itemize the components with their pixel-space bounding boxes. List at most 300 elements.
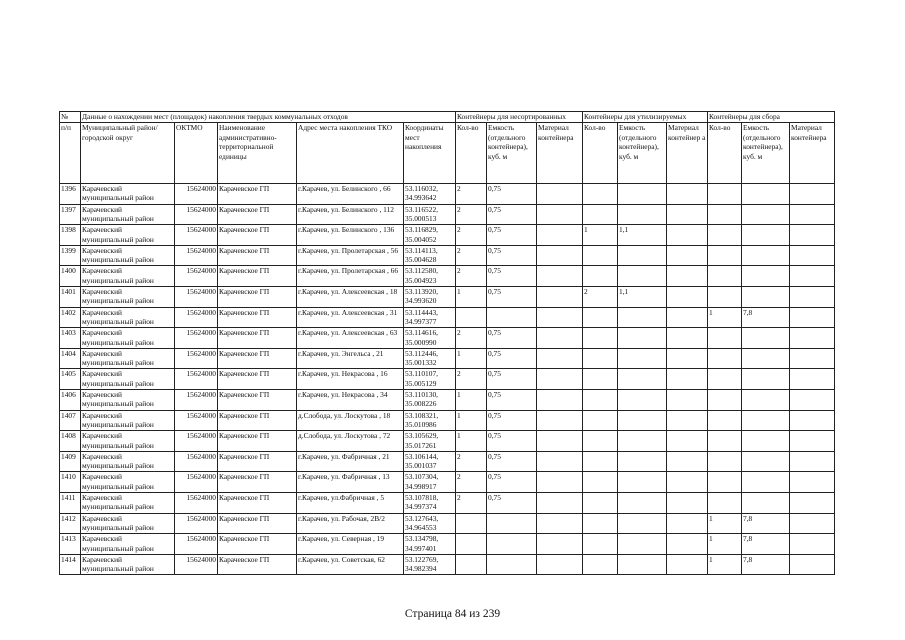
row-number: 1405	[60, 369, 81, 390]
collect-count-cell: 1	[708, 554, 742, 575]
recycle-count-cell: 1	[583, 225, 618, 246]
district-cell: Карачевский муниципальный район	[81, 369, 175, 390]
row-number: 1408	[60, 431, 81, 452]
oktmo-cell: 15624000	[175, 451, 218, 472]
recycle-capacity-cell	[618, 410, 667, 431]
unsorted-capacity-cell: 0,75	[487, 492, 537, 513]
collect-count-cell: 1	[708, 307, 742, 328]
oktmo-cell: 15624000	[175, 472, 218, 493]
unsorted-count-cell	[456, 534, 487, 555]
header-unsorted-count: Кол-во	[456, 123, 487, 184]
collect-material-cell	[790, 204, 835, 225]
admin-unit-cell: Карачевское ГП	[218, 328, 297, 349]
header-row-groups	[60, 112, 835, 123]
table-row	[60, 348, 835, 369]
unsorted-material-cell	[537, 348, 583, 369]
row-number: 1402	[60, 307, 81, 328]
recycle-material-cell	[667, 225, 708, 246]
oktmo-cell: 15624000	[175, 431, 218, 452]
document-sheet	[59, 111, 835, 575]
collect-capacity-cell	[742, 286, 790, 307]
coords-cell: 53.106144, 35.001037	[404, 451, 456, 472]
coords-cell: 53.116522, 35.000513	[404, 204, 456, 225]
oktmo-cell: 15624000	[175, 184, 218, 205]
oktmo-cell: 15624000	[175, 513, 218, 534]
recycle-material-cell	[667, 492, 708, 513]
row-number: 1407	[60, 410, 81, 431]
address-cell: г.Карачев, ул. Алексеевская , 31	[297, 307, 404, 328]
address-cell: г.Карачев, ул. Белинского , 136	[297, 225, 404, 246]
admin-unit-cell: Карачевское ГП	[218, 307, 297, 328]
collect-count-cell	[708, 348, 742, 369]
collect-capacity-cell: 7,8	[742, 534, 790, 555]
unsorted-count-cell: 2	[456, 451, 487, 472]
table-row	[60, 369, 835, 390]
recycle-material-cell	[667, 513, 708, 534]
collect-capacity-cell	[742, 245, 790, 266]
recycle-capacity-cell: 1,1	[618, 225, 667, 246]
recycle-count-cell: 2	[583, 286, 618, 307]
admin-unit-cell: Карачевское ГП	[218, 554, 297, 575]
collect-count-cell	[708, 204, 742, 225]
oktmo-cell: 15624000	[175, 534, 218, 555]
admin-unit-cell: Карачевское ГП	[218, 245, 297, 266]
recycle-count-cell	[583, 307, 618, 328]
collect-count-cell	[708, 225, 742, 246]
unsorted-capacity-cell: 0,75	[487, 369, 537, 390]
header-collect-capacity: Емкость (отдельного контейнера), куб. м	[742, 123, 790, 184]
coords-cell: 53.107304, 34.998917	[404, 472, 456, 493]
admin-unit-cell: Карачевское ГП	[218, 410, 297, 431]
header-no: №	[60, 112, 81, 123]
collect-capacity-cell: 7,8	[742, 513, 790, 534]
oktmo-cell: 15624000	[175, 245, 218, 266]
unsorted-capacity-cell: 0,75	[487, 328, 537, 349]
admin-unit-cell: Карачевское ГП	[218, 431, 297, 452]
coords-cell: 53.105629, 35.017261	[404, 431, 456, 452]
district-cell: Карачевский муниципальный район	[81, 554, 175, 575]
recycle-count-cell	[583, 266, 618, 287]
district-cell: Карачевский муниципальный район	[81, 513, 175, 534]
recycle-count-cell	[583, 410, 618, 431]
collect-material-cell	[790, 307, 835, 328]
recycle-count-cell	[583, 389, 618, 410]
oktmo-cell: 15624000	[175, 389, 218, 410]
unsorted-capacity-cell: 0,75	[487, 451, 537, 472]
table-row	[60, 245, 835, 266]
oktmo-cell: 15624000	[175, 348, 218, 369]
address-cell: г.Карачев, ул. Алексеевская , 18	[297, 286, 404, 307]
collect-capacity-cell	[742, 266, 790, 287]
row-number: 1403	[60, 328, 81, 349]
recycle-capacity-cell	[618, 266, 667, 287]
collect-count-cell	[708, 451, 742, 472]
table-row	[60, 184, 835, 205]
recycle-capacity-cell	[618, 307, 667, 328]
unsorted-material-cell	[537, 245, 583, 266]
unsorted-count-cell: 2	[456, 204, 487, 225]
recycle-material-cell	[667, 348, 708, 369]
header-recycle-count: Кол-во	[583, 123, 618, 184]
district-cell: Карачевский муниципальный район	[81, 328, 175, 349]
recycle-material-cell	[667, 245, 708, 266]
collect-count-cell	[708, 389, 742, 410]
collect-capacity-cell	[742, 328, 790, 349]
collect-material-cell	[790, 369, 835, 390]
unsorted-count-cell	[456, 307, 487, 328]
unsorted-capacity-cell: 0,75	[487, 184, 537, 205]
district-cell: Карачевский муниципальный район	[81, 184, 175, 205]
collect-material-cell	[790, 534, 835, 555]
recycle-material-cell	[667, 410, 708, 431]
collect-material-cell	[790, 492, 835, 513]
unsorted-material-cell	[537, 492, 583, 513]
table-row	[60, 534, 835, 555]
recycle-count-cell	[583, 184, 618, 205]
district-cell: Карачевский муниципальный район	[81, 204, 175, 225]
recycle-material-cell	[667, 204, 708, 225]
coords-cell: 53.134798, 34.997401	[404, 534, 456, 555]
address-cell: г.Карачев, ул. Некрасова , 34	[297, 389, 404, 410]
recycle-count-cell	[583, 431, 618, 452]
row-number: 1409	[60, 451, 81, 472]
admin-unit-cell: Карачевское ГП	[218, 204, 297, 225]
oktmo-cell: 15624000	[175, 225, 218, 246]
collect-count-cell	[708, 492, 742, 513]
address-cell: г.Карачев, ул. Пролетарская , 66	[297, 266, 404, 287]
oktmo-cell: 15624000	[175, 286, 218, 307]
recycle-capacity-cell	[618, 513, 667, 534]
unsorted-capacity-cell: 0,75	[487, 389, 537, 410]
recycle-count-cell	[583, 369, 618, 390]
unsorted-capacity-cell: 0,75	[487, 245, 537, 266]
table-row	[60, 389, 835, 410]
admin-unit-cell: Карачевское ГП	[218, 348, 297, 369]
address-cell: г.Карачев, ул. Советская, 62	[297, 554, 404, 575]
coords-cell: 53.113920, 34.993620	[404, 286, 456, 307]
collect-material-cell	[790, 410, 835, 431]
recycle-material-cell	[667, 307, 708, 328]
recycle-capacity-cell	[618, 328, 667, 349]
recycle-capacity-cell	[618, 389, 667, 410]
unsorted-capacity-cell	[487, 534, 537, 555]
collect-capacity-cell	[742, 410, 790, 431]
address-cell: г.Карачев, ул. Алексеевская , 63	[297, 328, 404, 349]
unsorted-capacity-cell: 0,75	[487, 472, 537, 493]
address-cell: д.Слобода, ул. Лоскутова , 72	[297, 431, 404, 452]
table-row	[60, 410, 835, 431]
header-row-columns	[60, 123, 835, 184]
oktmo-cell: 15624000	[175, 307, 218, 328]
oktmo-cell: 15624000	[175, 554, 218, 575]
coords-cell: 53.112446, 35.001332	[404, 348, 456, 369]
district-cell: Карачевский муниципальный район	[81, 451, 175, 472]
unsorted-capacity-cell	[487, 307, 537, 328]
unsorted-count-cell: 2	[456, 369, 487, 390]
district-cell: Карачевский муниципальный район	[81, 534, 175, 555]
collect-material-cell	[790, 513, 835, 534]
table-row	[60, 451, 835, 472]
row-number: 1396	[60, 184, 81, 205]
table-row	[60, 492, 835, 513]
coords-cell: 53.116829, 35.004052	[404, 225, 456, 246]
unsorted-material-cell	[537, 472, 583, 493]
row-number: 1397	[60, 204, 81, 225]
recycle-count-cell	[583, 492, 618, 513]
collect-capacity-cell	[742, 184, 790, 205]
district-cell: Карачевский муниципальный район	[81, 472, 175, 493]
collect-capacity-cell: 7,8	[742, 307, 790, 328]
oktmo-cell: 15624000	[175, 266, 218, 287]
unsorted-material-cell	[537, 184, 583, 205]
address-cell: г.Карачев, ул. Некрасова , 16	[297, 369, 404, 390]
coords-cell: 53.122769, 34.982394	[404, 554, 456, 575]
unsorted-capacity-cell	[487, 513, 537, 534]
collect-capacity-cell	[742, 225, 790, 246]
admin-unit-cell: Карачевское ГП	[218, 225, 297, 246]
coords-cell: 53.107818, 34.997374	[404, 492, 456, 513]
coords-cell: 53.110130, 35.008226	[404, 389, 456, 410]
collect-material-cell	[790, 348, 835, 369]
unsorted-capacity-cell: 0,75	[487, 225, 537, 246]
unsorted-count-cell: 2	[456, 266, 487, 287]
recycle-material-cell	[667, 369, 708, 390]
row-number: 1412	[60, 513, 81, 534]
row-number: 1401	[60, 286, 81, 307]
recycle-capacity-cell	[618, 431, 667, 452]
recycle-count-cell	[583, 472, 618, 493]
collect-count-cell	[708, 431, 742, 452]
collect-material-cell	[790, 245, 835, 266]
recycle-material-cell	[667, 451, 708, 472]
district-cell: Карачевский муниципальный район	[81, 266, 175, 287]
recycle-material-cell	[667, 389, 708, 410]
unsorted-count-cell: 2	[456, 472, 487, 493]
district-cell: Карачевский муниципальный район	[81, 492, 175, 513]
coords-cell: 53.127643, 34.964553	[404, 513, 456, 534]
collect-count-cell	[708, 245, 742, 266]
recycle-count-cell	[583, 513, 618, 534]
unsorted-count-cell: 2	[456, 184, 487, 205]
row-number: 1404	[60, 348, 81, 369]
recycle-capacity-cell	[618, 492, 667, 513]
coords-cell: 53.108321, 35.010986	[404, 410, 456, 431]
table-row	[60, 554, 835, 575]
table-row	[60, 286, 835, 307]
table-row	[60, 204, 835, 225]
address-cell: г.Карачев, ул. Пролетарская , 56	[297, 245, 404, 266]
address-cell: г.Карачев, ул.Фабричная , 5	[297, 492, 404, 513]
unsorted-count-cell: 1	[456, 286, 487, 307]
header-recycle-material: Материал контейнер а	[667, 123, 708, 184]
district-cell: Карачевский муниципальный район	[81, 410, 175, 431]
coords-cell: 53.114616, 35.000990	[404, 328, 456, 349]
recycle-material-cell	[667, 472, 708, 493]
header-coords: Координаты мест накопления	[404, 123, 456, 184]
recycle-count-cell	[583, 451, 618, 472]
table-row	[60, 266, 835, 287]
unsorted-count-cell: 1	[456, 348, 487, 369]
unsorted-count-cell	[456, 513, 487, 534]
collect-capacity-cell	[742, 451, 790, 472]
recycle-material-cell	[667, 184, 708, 205]
admin-unit-cell: Карачевское ГП	[218, 513, 297, 534]
collect-count-cell	[708, 328, 742, 349]
collect-count-cell: 1	[708, 513, 742, 534]
unsorted-material-cell	[537, 204, 583, 225]
collect-capacity-cell	[742, 369, 790, 390]
district-cell: Карачевский муниципальный район	[81, 431, 175, 452]
unsorted-count-cell: 2	[456, 492, 487, 513]
table-row	[60, 328, 835, 349]
collect-capacity-cell	[742, 472, 790, 493]
header-district: Муниципальный район/городской округ	[81, 123, 175, 184]
collect-material-cell	[790, 184, 835, 205]
collect-count-cell	[708, 369, 742, 390]
collect-material-cell	[790, 451, 835, 472]
coords-cell: 53.112580, 35.004923	[404, 266, 456, 287]
unsorted-capacity-cell: 0,75	[487, 431, 537, 452]
header-collect-material: Материал контейнера	[790, 123, 835, 184]
recycle-count-cell	[583, 328, 618, 349]
unsorted-material-cell	[537, 534, 583, 555]
recycle-capacity-cell	[618, 184, 667, 205]
unsorted-material-cell	[537, 286, 583, 307]
table-row	[60, 225, 835, 246]
header-admin-unit: Наименование административно-территориальной единицы	[218, 123, 297, 184]
admin-unit-cell: Карачевское ГП	[218, 286, 297, 307]
admin-unit-cell: Карачевское ГП	[218, 389, 297, 410]
collect-capacity-cell	[742, 492, 790, 513]
unsorted-capacity-cell: 0,75	[487, 266, 537, 287]
recycle-count-cell	[583, 245, 618, 266]
unsorted-count-cell: 1	[456, 389, 487, 410]
oktmo-cell: 15624000	[175, 369, 218, 390]
header-oktmo: ОКТМО	[175, 123, 218, 184]
recycle-material-cell	[667, 554, 708, 575]
collect-material-cell	[790, 225, 835, 246]
header-unsorted-capacity: Емкость (отдельного контейнера), куб. м	[487, 123, 537, 184]
recycle-capacity-cell	[618, 472, 667, 493]
recycle-capacity-cell	[618, 245, 667, 266]
recycle-material-cell	[667, 266, 708, 287]
header-unsorted-group: Контейнеры для несортированных	[456, 112, 583, 123]
oktmo-cell: 15624000	[175, 492, 218, 513]
collect-capacity-cell	[742, 348, 790, 369]
collect-capacity-cell: 7,8	[742, 554, 790, 575]
collect-count-cell: 1	[708, 534, 742, 555]
collect-count-cell	[708, 184, 742, 205]
address-cell: г.Карачев, ул. Белинского , 66	[297, 184, 404, 205]
recycle-count-cell	[583, 204, 618, 225]
unsorted-capacity-cell: 0,75	[487, 204, 537, 225]
unsorted-material-cell	[537, 389, 583, 410]
unsorted-count-cell: 1	[456, 410, 487, 431]
address-cell: д.Слобода, ул. Лоскутова , 18	[297, 410, 404, 431]
oktmo-cell: 15624000	[175, 204, 218, 225]
collect-material-cell	[790, 472, 835, 493]
table-body	[60, 184, 835, 575]
district-cell: Карачевский муниципальный район	[81, 348, 175, 369]
address-cell: г.Карачев, ул. Фабричная , 13	[297, 472, 404, 493]
recycle-capacity-cell	[618, 554, 667, 575]
recycle-capacity-cell: 1,1	[618, 286, 667, 307]
row-number: 1411	[60, 492, 81, 513]
unsorted-material-cell	[537, 225, 583, 246]
coords-cell: 53.114113, 35.004628	[404, 245, 456, 266]
unsorted-material-cell	[537, 266, 583, 287]
collect-material-cell	[790, 266, 835, 287]
table-row	[60, 431, 835, 452]
row-number: 1413	[60, 534, 81, 555]
district-cell: Карачевский муниципальный район	[81, 286, 175, 307]
recycle-material-cell	[667, 328, 708, 349]
district-cell: Карачевский муниципальный район	[81, 225, 175, 246]
collect-material-cell	[790, 286, 835, 307]
unsorted-count-cell: 2	[456, 245, 487, 266]
recycle-capacity-cell	[618, 534, 667, 555]
header-recycle-group: Контейнеры для утилизируемых	[583, 112, 708, 123]
unsorted-material-cell	[537, 369, 583, 390]
row-number: 1410	[60, 472, 81, 493]
unsorted-capacity-cell: 0,75	[487, 348, 537, 369]
recycle-material-cell	[667, 534, 708, 555]
unsorted-capacity-cell	[487, 554, 537, 575]
row-number: 1400	[60, 266, 81, 287]
unsorted-capacity-cell: 0,75	[487, 410, 537, 431]
address-cell: г.Карачев, ул. Белинского , 112	[297, 204, 404, 225]
recycle-capacity-cell	[618, 369, 667, 390]
district-cell: Карачевский муниципальный район	[81, 389, 175, 410]
row-number: 1406	[60, 389, 81, 410]
unsorted-material-cell	[537, 451, 583, 472]
recycle-count-cell	[583, 554, 618, 575]
admin-unit-cell: Карачевское ГП	[218, 534, 297, 555]
collect-capacity-cell	[742, 431, 790, 452]
unsorted-material-cell	[537, 307, 583, 328]
header-collect-count: Кол-во	[708, 123, 742, 184]
header-pp: п/п	[60, 123, 81, 184]
waste-sites-table	[59, 111, 835, 575]
collect-material-cell	[790, 554, 835, 575]
coords-cell: 53.110107, 35.005129	[404, 369, 456, 390]
recycle-capacity-cell	[618, 451, 667, 472]
recycle-count-cell	[583, 348, 618, 369]
page-counter: Страница 84 из 239	[404, 608, 501, 620]
unsorted-material-cell	[537, 431, 583, 452]
unsorted-material-cell	[537, 554, 583, 575]
collect-count-cell	[708, 266, 742, 287]
admin-unit-cell: Карачевское ГП	[218, 451, 297, 472]
row-number: 1399	[60, 245, 81, 266]
address-cell: г.Карачев, ул. Рабочая, 2В/2	[297, 513, 404, 534]
unsorted-count-cell	[456, 554, 487, 575]
admin-unit-cell: Карачевское ГП	[218, 492, 297, 513]
collect-material-cell	[790, 431, 835, 452]
coords-cell: 53.114443, 34.997377	[404, 307, 456, 328]
header-recycle-capacity: Емкость (отдельного контейнера), куб. м	[618, 123, 667, 184]
header-collect-group: Контейнеры для сбора	[708, 112, 835, 123]
district-cell: Карачевский муниципальный район	[81, 307, 175, 328]
table-row	[60, 307, 835, 328]
unsorted-material-cell	[537, 328, 583, 349]
recycle-material-cell	[667, 431, 708, 452]
table-row	[60, 513, 835, 534]
table-row	[60, 472, 835, 493]
admin-unit-cell: Карачевское ГП	[218, 266, 297, 287]
coords-cell: 53.116032, 34.993642	[404, 184, 456, 205]
collect-count-cell	[708, 472, 742, 493]
